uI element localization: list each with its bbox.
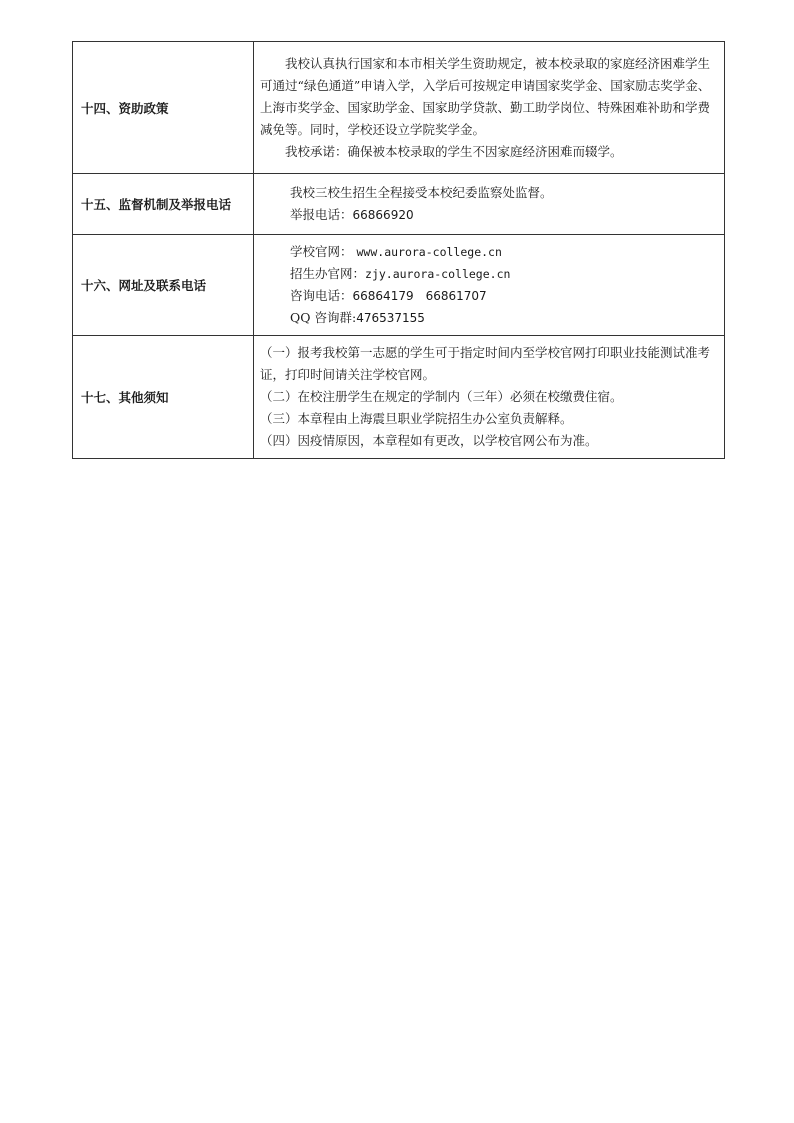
note-item: （二）在校注册学生在规定的学制内（三年）必须在校缴费住宿。 bbox=[260, 389, 623, 404]
qq-group-label: QQ 咨询群: bbox=[290, 310, 357, 325]
row-label: 十四、资助政策 bbox=[73, 42, 254, 174]
note-item: （一）报考我校第一志愿的学生可于指定时间内至学校官网打印职业技能测试准考证，打印时间请关注学校官网。 bbox=[260, 345, 711, 382]
row-label: 十五、监督机制及举报电话 bbox=[73, 174, 254, 235]
report-phone-label: 举报电话： bbox=[290, 207, 353, 222]
consult-phone-line bbox=[260, 285, 718, 307]
row-label: 十六、网址及联系电话 bbox=[73, 235, 254, 336]
note-item: （三）本章程由上海震旦职业学院招生办公室负责解释。 bbox=[260, 411, 573, 426]
website-link[interactable]: www.aurora-college.cn bbox=[356, 245, 502, 259]
admissions-rules-table bbox=[72, 41, 725, 459]
contact-content bbox=[254, 235, 725, 336]
qq-group-value: 476537155 bbox=[356, 311, 425, 325]
table-row-financial-aid bbox=[73, 42, 725, 174]
consult-phone-values: 66864179 66861707 bbox=[352, 289, 487, 303]
website-label: 学校官网： bbox=[290, 244, 353, 259]
report-phone-line bbox=[260, 204, 718, 226]
row-label: 十七、其他须知 bbox=[73, 336, 254, 459]
financial-aid-commitment-text: 我校承诺：确保被本校录取的学生不因家庭经济困难而辍学。 bbox=[285, 143, 623, 159]
qq-group-line bbox=[260, 307, 718, 329]
report-phone-value: 66866920 bbox=[352, 208, 414, 222]
table-row-contact bbox=[73, 235, 725, 336]
consult-phone-label: 咨询电话： bbox=[290, 288, 353, 303]
table-row-other-notes bbox=[73, 336, 725, 459]
financial-aid-policy-text: 我校认真执行国家和本市相关学生资助规定，被本校录取的家庭经济困难学生可通过“绿色通道”申请入学，入学后可按规定申请国家奖学金、国家励志奖学金、上海市奖学金、国家助学金、国家助学贷款、勤工助学岗位、特殊困难补助和学费减免等。同时，学校还设立学院奖学金。 bbox=[260, 55, 711, 137]
other-notes-content bbox=[254, 336, 725, 459]
admissions-site-line bbox=[260, 263, 718, 285]
supervision-content bbox=[254, 174, 725, 235]
financial-aid-content bbox=[254, 42, 725, 174]
table-row-supervision bbox=[73, 174, 725, 235]
note-item: （四）因疫情原因，本章程如有更改，以学校官网公布为准。 bbox=[260, 433, 598, 448]
admissions-site-link[interactable]: zjy.aurora-college.cn bbox=[365, 267, 511, 281]
supervision-text: 我校三校生招生全程接受本校纪委监察处监督。 bbox=[290, 185, 553, 200]
admissions-site-label: 招生办官网： bbox=[290, 266, 366, 281]
website-line bbox=[260, 241, 718, 263]
